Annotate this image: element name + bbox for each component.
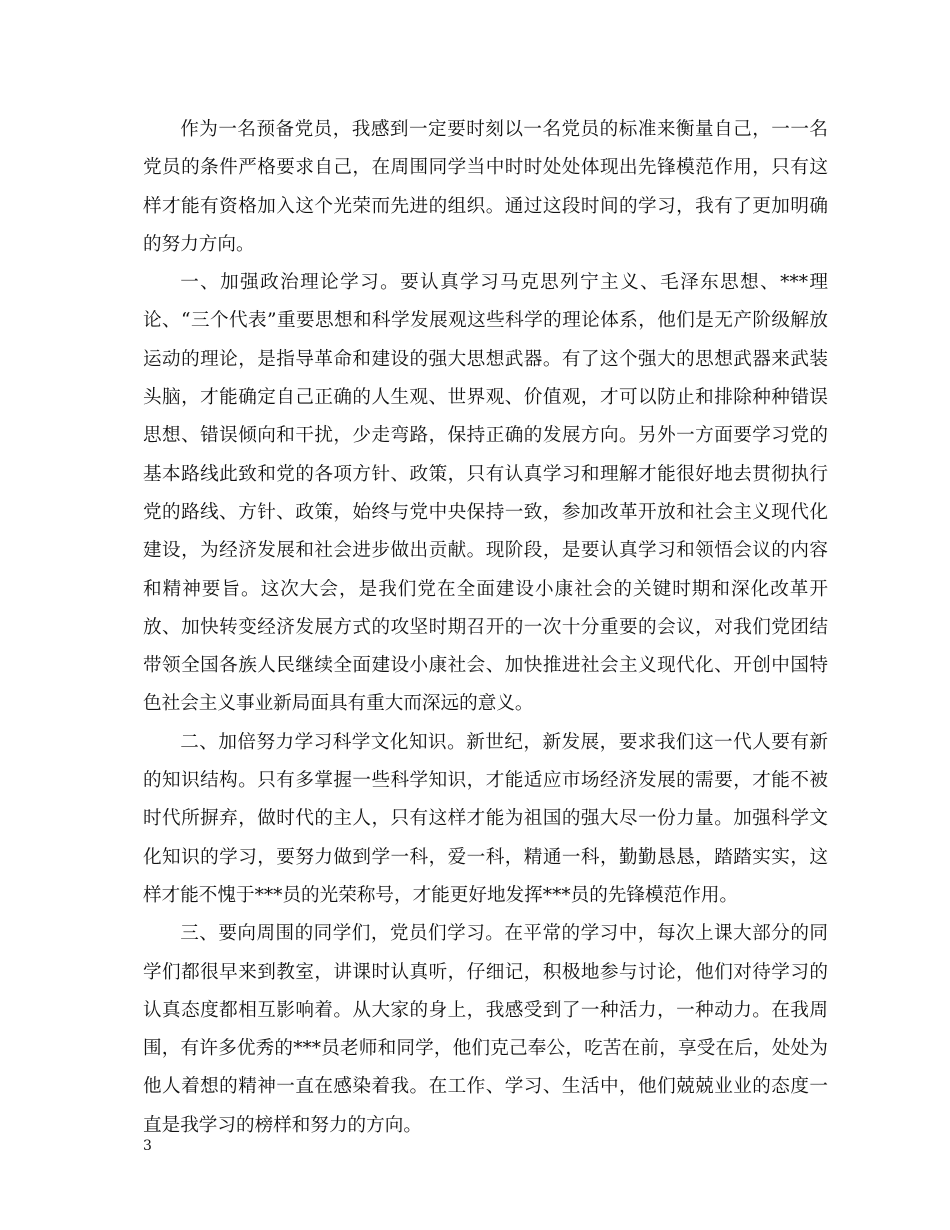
paragraph-learn-from-peers: 三、要向周围的同学们，党员们学习。在平常的学习中，每次上课大部分的同学们都很早来到教室，讲课时认真听，仔细记，积极地参与讨论，他们对待学习的认真态度都相互影响着。从大家的身上，我感受到了一种活力，一种动力。在我周围，有许多优秀的***员老师和同学，他们克己奉公，吃苦在前，享受在后，处处为他人着想的精神一直在感染着我。在工作、学习、生活中，他们兢兢业业的态度一直是我学习的榜样和努力的方向。 — [143, 923, 828, 1136]
paragraph-political-theory: 一、加强政治理论学习。要认真学习马克思列宁主义、毛泽东思想、***理论、“三个代表”重要思想和科学发展观这些科学的理论体系，他们是无产阶级解放运动的理论，是指导革命和建设的强大思想武器。有了这个强大的思想武器来武装头脑，才能确定自己正确的人生观、世界观、价值观，才可以防止和排除种种错误思想、错误倾向和干扰，少走弯路，保持正确的发展方向。另外一方面要学习党的基本路线此致和党的各项方针、政策，只有认真学习和理解才能很好地去贯彻执行党的路线、方针、政策，始终与党中央保持一致，参加改革开放和社会主义现代化建设，为经济发展和社会进步做出贡献。现阶段，是要认真学习和领悟会议的内容和精神要旨。这次大会，是我们党在全面建设小康社会的关键时期和深化改革开放、加快转变经济发展方式的攻坚时期召开的一次十分重要的会议，对我们党团结带领全国各族人民继续全面建设小康社会、加快推进社会主义现代化、开创中国特色社会主义事业新局面具有重大而深远的意义。 — [143, 272, 828, 715]
body-text — [143, 111, 828, 1145]
paragraph-intro: 作为一名预备党员，我感到一定要时刻以一名党员的标准来衡量自己，一一名党员的条件严格要求自己，在周围同学当中时时处处体现出先锋模范作用，只有这样才能有资格加入这个光荣而先进的组织。通过这段时间的学习，我有了更加明确的努力方向。 — [143, 119, 828, 255]
page-number: 3 — [143, 1138, 152, 1154]
paragraph-science-culture: 二、加倍努力学习科学文化知识。新世纪，新发展，要求我们这一代人要有新的知识结构。只有多掌握一些科学知识，才能适应市场经济发展的需要，才能不被时代所摒弃，做时代的主人，只有这样才能为祖国的强大尽一份力量。加强科学文化知识的学习，要努力做到学一科，爱一科，精通一科，勤勤恳恳，踏踏实实，这样才能不愧于***员的光荣称号，才能更好地发挥***员的先锋模范作用。 — [143, 731, 828, 906]
